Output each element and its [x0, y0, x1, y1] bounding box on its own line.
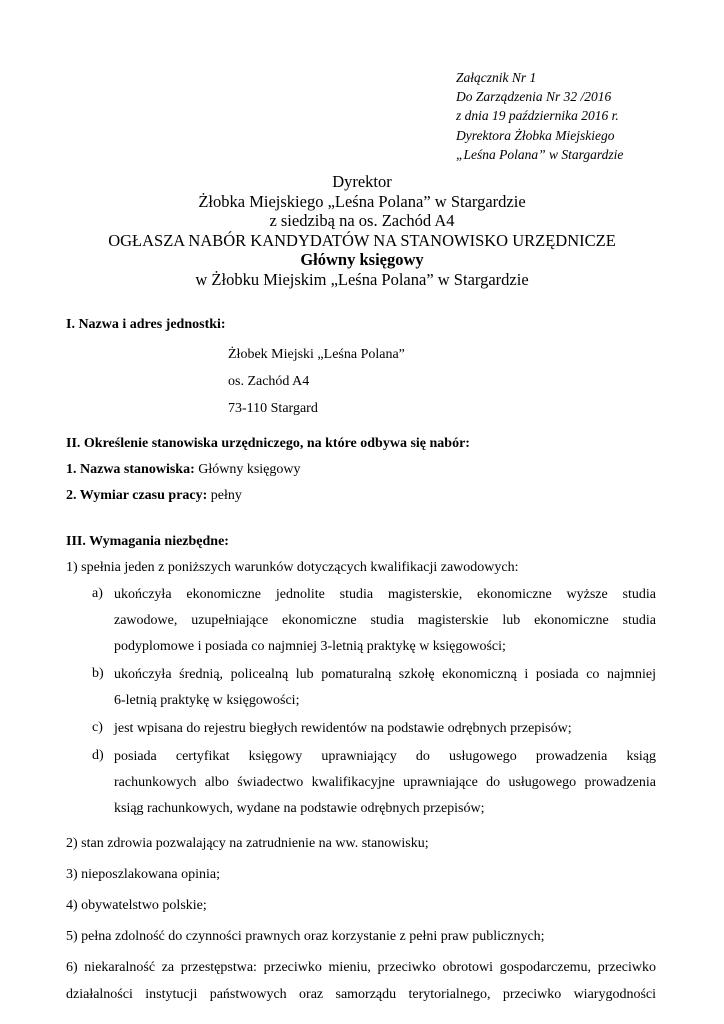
section-heading: II. Określenie stanowiska urzędniczego, na które odbywa się nabór: [66, 436, 470, 451]
annex-line: Do Zarządzenia Nr 32 /2016 [456, 89, 612, 105]
requirement-item: 4) obywatelstwo polskie; [66, 898, 207, 913]
position-name-item [66, 458, 656, 482]
document-header [0, 172, 724, 289]
sub-text-line: ukończyła średnią, policealną lub pomaturalną szkołę ekonomiczną i posiada co najmniej [114, 667, 656, 682]
annex-line: Załącznik Nr 1 [456, 70, 537, 85]
item-label: 1. Nazwa stanowiska: [66, 462, 195, 477]
item-value: Główny księgowy [194, 462, 301, 477]
header-line: Dyrektor [332, 172, 392, 191]
sub-text-line: 6-letnią praktykę w księgowości; [114, 693, 300, 708]
header-title: OGŁASZA NABÓR KANDYDATÓW NA STANOWISKO URZĘDNICZE [108, 230, 616, 250]
sub-label: a) [92, 586, 103, 601]
address-line: os. Zachód A4 [228, 374, 310, 389]
sub-text-line: podyplomowe i posiada co najmniej 3-letnią praktykę w księgowości; [114, 639, 506, 654]
header-line: Żłobka Miejskiego „Leśna Polana” w Stargardzie [198, 191, 526, 211]
sub-text-line: ukończyła ekonomiczne jednolite studia magisterskie, ekonomiczne wyższe studia [114, 587, 656, 602]
sub-label: d) [92, 748, 104, 763]
sub-requirement [66, 582, 656, 660]
requirement-item: 3) nieposzlakowana opinia; [66, 867, 220, 882]
requirement-item: 5) pełna zdolność do czynności prawnych oraz korzystanie z pełni praw publicznych; [66, 929, 545, 944]
address-line: 73-110 Stargard [228, 401, 318, 416]
position-title: Główny księgowy [300, 250, 424, 269]
sub-label: b) [92, 666, 104, 681]
address-block [66, 341, 656, 422]
requirement-item: 1) spełnia jeden z poniższych warunków dotyczących kwalifikacji zawodowych: [66, 560, 519, 575]
sub-text-line: posiada certyfikat księgowy uprawniający do usługowego prowadzenia ksiąg [114, 749, 656, 764]
sub-text-line: jest wpisana do rejestru biegłych rewidentów na podstawie odrębnych przepisów; [114, 721, 572, 736]
header-line: z siedzibą na os. Zachód A4 [269, 211, 455, 230]
sub-label: c) [92, 720, 103, 735]
item-label: 2. Wymiar czasu pracy: [66, 488, 208, 503]
header-line: w Żłobku Miejskim „Leśna Polana” w Stargardzie [195, 269, 529, 289]
address-line: Żłobek Miejski „Leśna Polana” [228, 347, 405, 362]
section-heading: III. Wymagania niezbędne: [66, 534, 229, 549]
sub-requirement [66, 744, 656, 822]
document-body [66, 313, 656, 1008]
annex-line: „Leśna Polana” w Stargardzie [456, 146, 624, 162]
requirement-item: 6) niekaralność za przestępstwa: przeciwko mieniu, przeciwko obrotowi gospodarczemu, przeciwko [66, 960, 656, 975]
sub-text-line: zawodowe, uzupełniające ekonomiczne studia magisterskie lub ekonomiczne studia [114, 613, 656, 628]
sub-requirement [66, 662, 656, 714]
annex-line: z dnia 19 października 2016 r. [456, 108, 619, 124]
requirement-item: 2) stan zdrowia pozwalający na zatrudnienie na ww. stanowisku; [66, 836, 429, 851]
sub-requirement [66, 716, 656, 742]
item-value: pełny [207, 488, 242, 503]
working-time-item [66, 484, 656, 508]
requirement-item-continuation: działalności instytucji państwowych oraz samorządu terytorialnego, przeciwko wiarygodności [66, 987, 656, 1002]
section-heading: I. Nazwa i adres jednostki: [66, 317, 226, 332]
annex-line: Dyrektora Żłobka Miejskiego [456, 127, 615, 143]
sub-text-line: ksiąg rachunkowych, wydane na podstawie odrębnych przepisów; [114, 801, 485, 816]
sub-text-line: rachunkowych albo świadectwo kwalifikacyjne uprawniające do usługowego prowadzenia [114, 775, 656, 790]
annex-note [456, 68, 623, 164]
